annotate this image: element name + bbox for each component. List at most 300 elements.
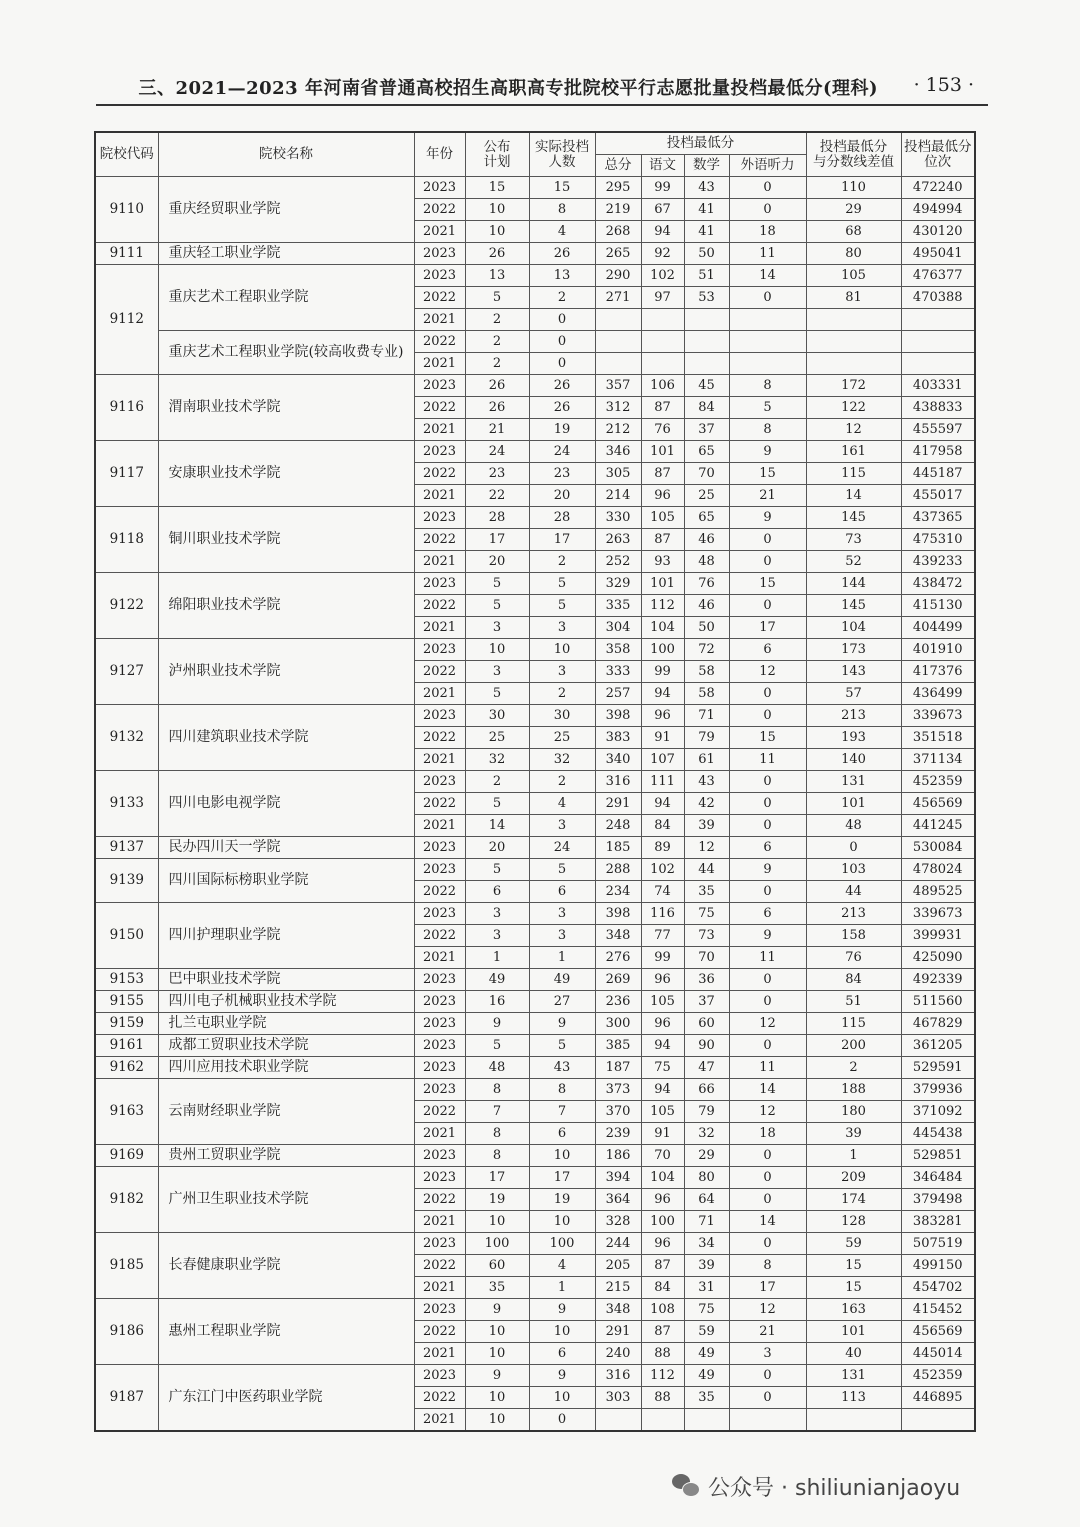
- cell-diff: 213: [806, 903, 901, 925]
- cell-chinese: 100: [641, 1211, 684, 1233]
- school-name: 民办四川天一学院: [158, 837, 414, 859]
- cell-plan: 6: [465, 881, 529, 903]
- cell-total: 269: [595, 969, 641, 991]
- school-name: 铜川职业技术学院: [158, 507, 414, 573]
- school-code: 9150: [95, 903, 158, 969]
- cell-rank: 530084: [901, 837, 975, 859]
- cell-listening: 0: [729, 683, 806, 705]
- cell-rank: 371092: [901, 1101, 975, 1123]
- school-name: 渭南职业技术学院: [158, 375, 414, 441]
- cell-chinese: 94: [641, 683, 684, 705]
- cell-year: 2023: [414, 177, 465, 199]
- school-code: 9117: [95, 441, 158, 507]
- cell-total: [595, 1409, 641, 1432]
- cell-math: 64: [684, 1189, 729, 1211]
- cell-rank: [901, 309, 975, 331]
- cell-year: 2022: [414, 529, 465, 551]
- cell-listening: 5: [729, 397, 806, 419]
- cell-plan: 5: [465, 573, 529, 595]
- cell-actual: 7: [529, 1101, 595, 1123]
- cell-math: 71: [684, 1211, 729, 1233]
- cell-chinese: 91: [641, 1123, 684, 1145]
- cell-plan: 100: [465, 1233, 529, 1255]
- cell-plan: 14: [465, 815, 529, 837]
- cell-year: 2022: [414, 287, 465, 309]
- cell-listening: 15: [729, 573, 806, 595]
- cell-diff: 68: [806, 221, 901, 243]
- cell-diff: 14: [806, 485, 901, 507]
- cell-math: 37: [684, 419, 729, 441]
- cell-diff: 122: [806, 397, 901, 419]
- cell-listening: 0: [729, 1035, 806, 1057]
- cell-listening: 0: [729, 595, 806, 617]
- cell-rank: 438833: [901, 397, 975, 419]
- cell-math: 66: [684, 1079, 729, 1101]
- cell-diff: 51: [806, 991, 901, 1013]
- school-code: 9161: [95, 1035, 158, 1057]
- table-row: [95, 1167, 975, 1189]
- cell-diff: 188: [806, 1079, 901, 1101]
- cell-plan: 60: [465, 1255, 529, 1277]
- cell-chinese: 96: [641, 485, 684, 507]
- cell-listening: 0: [729, 881, 806, 903]
- cell-rank: 452359: [901, 771, 975, 793]
- cell-math: 71: [684, 705, 729, 727]
- cell-listening: 0: [729, 551, 806, 573]
- cell-chinese: 84: [641, 815, 684, 837]
- header-plan: 公布 计划: [465, 132, 529, 177]
- cell-year: 2021: [414, 1123, 465, 1145]
- cell-diff: 1: [806, 1145, 901, 1167]
- cell-total: 236: [595, 991, 641, 1013]
- cell-actual: 9: [529, 1365, 595, 1387]
- cell-total: 185: [595, 837, 641, 859]
- school-code: 9111: [95, 243, 158, 265]
- cell-listening: 0: [729, 793, 806, 815]
- cell-rank: 475310: [901, 529, 975, 551]
- cell-rank: 445187: [901, 463, 975, 485]
- cell-chinese: 101: [641, 573, 684, 595]
- cell-actual: 26: [529, 243, 595, 265]
- cell-plan: 9: [465, 1299, 529, 1321]
- cell-listening: 8: [729, 419, 806, 441]
- cell-plan: 26: [465, 375, 529, 397]
- school-name: 重庆经贸职业学院: [158, 177, 414, 243]
- table-row: [95, 441, 975, 463]
- cell-plan: 5: [465, 595, 529, 617]
- cell-plan: 10: [465, 1321, 529, 1343]
- cell-rank: 445014: [901, 1343, 975, 1365]
- cell-listening: 9: [729, 441, 806, 463]
- cell-rank: 445438: [901, 1123, 975, 1145]
- cell-year: 2023: [414, 1079, 465, 1101]
- cell-listening: [729, 1409, 806, 1432]
- table-header: [95, 132, 975, 177]
- cell-total: 330: [595, 507, 641, 529]
- cell-total: 291: [595, 1321, 641, 1343]
- cell-diff: 174: [806, 1189, 901, 1211]
- cell-actual: 2: [529, 551, 595, 573]
- cell-year: 2021: [414, 221, 465, 243]
- cell-listening: 0: [729, 1189, 806, 1211]
- cell-plan: 10: [465, 1343, 529, 1365]
- cell-year: 2023: [414, 243, 465, 265]
- cell-listening: 11: [729, 947, 806, 969]
- cell-diff: 2: [806, 1057, 901, 1079]
- cell-year: 2023: [414, 1167, 465, 1189]
- cell-rank: 489525: [901, 881, 975, 903]
- cell-total: 398: [595, 903, 641, 925]
- cell-chinese: 94: [641, 221, 684, 243]
- cell-total: 265: [595, 243, 641, 265]
- cell-total: 316: [595, 1365, 641, 1387]
- cell-plan: 24: [465, 441, 529, 463]
- cell-year: 2021: [414, 551, 465, 573]
- cell-year: 2021: [414, 1343, 465, 1365]
- school-code: 9187: [95, 1365, 158, 1432]
- cell-diff: 57: [806, 683, 901, 705]
- cell-year: 2023: [414, 859, 465, 881]
- table-row: [95, 639, 975, 661]
- cell-year: 2021: [414, 1211, 465, 1233]
- header-year: 年份: [414, 132, 465, 177]
- cell-plan: 15: [465, 177, 529, 199]
- cell-listening: 0: [729, 705, 806, 727]
- cell-math: 35: [684, 881, 729, 903]
- cell-math: 79: [684, 727, 729, 749]
- cell-chinese: 102: [641, 859, 684, 881]
- cell-diff: 140: [806, 749, 901, 771]
- cell-chinese: 104: [641, 1167, 684, 1189]
- cell-actual: 2: [529, 683, 595, 705]
- cell-diff: 104: [806, 617, 901, 639]
- cell-chinese: 97: [641, 287, 684, 309]
- cell-diff: 80: [806, 243, 901, 265]
- cell-rank: 339673: [901, 903, 975, 925]
- cell-listening: 0: [729, 1145, 806, 1167]
- cell-year: 2022: [414, 661, 465, 683]
- footer-text: 公众号 · shiliunianjaoyu: [708, 1475, 961, 1501]
- cell-chinese: 94: [641, 1079, 684, 1101]
- cell-year: 2023: [414, 1233, 465, 1255]
- cell-math: [684, 1409, 729, 1432]
- cell-math: 75: [684, 1299, 729, 1321]
- cell-rank: 436499: [901, 683, 975, 705]
- cell-listening: 11: [729, 1057, 806, 1079]
- cell-listening: 18: [729, 221, 806, 243]
- cell-math: 75: [684, 903, 729, 925]
- cell-diff: 12: [806, 419, 901, 441]
- cell-plan: 5: [465, 1035, 529, 1057]
- cell-math: 29: [684, 1145, 729, 1167]
- cell-total: 215: [595, 1277, 641, 1299]
- cell-actual: 3: [529, 815, 595, 837]
- table-row: [95, 705, 975, 727]
- cell-math: 79: [684, 1101, 729, 1123]
- cell-listening: 0: [729, 1233, 806, 1255]
- cell-chinese: 96: [641, 1189, 684, 1211]
- cell-plan: 19: [465, 1189, 529, 1211]
- school-code: 9122: [95, 573, 158, 639]
- cell-math: 43: [684, 177, 729, 199]
- table-row: [95, 1079, 975, 1101]
- cell-year: 2023: [414, 573, 465, 595]
- cell-chinese: 104: [641, 617, 684, 639]
- cell-plan: 17: [465, 1167, 529, 1189]
- cell-listening: 0: [729, 1387, 806, 1409]
- cell-total: 268: [595, 221, 641, 243]
- cell-diff: 163: [806, 1299, 901, 1321]
- cell-year: 2021: [414, 683, 465, 705]
- cell-diff: 115: [806, 1013, 901, 1035]
- cell-chinese: 102: [641, 265, 684, 287]
- cell-plan: 49: [465, 969, 529, 991]
- cell-listening: 0: [729, 969, 806, 991]
- cell-math: 65: [684, 507, 729, 529]
- cell-plan: 2: [465, 309, 529, 331]
- cell-actual: 25: [529, 727, 595, 749]
- cell-listening: 15: [729, 727, 806, 749]
- school-name: 重庆轻工职业学院: [158, 243, 414, 265]
- cell-diff: 15: [806, 1255, 901, 1277]
- cell-chinese: 91: [641, 727, 684, 749]
- cell-listening: 18: [729, 1123, 806, 1145]
- cell-total: 328: [595, 1211, 641, 1233]
- cell-actual: 23: [529, 463, 595, 485]
- school-code: 9186: [95, 1299, 158, 1365]
- cell-diff: 180: [806, 1101, 901, 1123]
- cell-rank: 467829: [901, 1013, 975, 1035]
- cell-total: 187: [595, 1057, 641, 1079]
- cell-math: 12: [684, 837, 729, 859]
- table-row: [95, 573, 975, 595]
- cell-math: 53: [684, 287, 729, 309]
- cell-plan: 32: [465, 749, 529, 771]
- cell-actual: 49: [529, 969, 595, 991]
- school-name: 贵州工贸职业学院: [158, 1145, 414, 1167]
- cell-listening: 8: [729, 375, 806, 397]
- school-name: 四川电影电视学院: [158, 771, 414, 837]
- cell-math: 35: [684, 1387, 729, 1409]
- cell-diff: [806, 353, 901, 375]
- cell-plan: 17: [465, 529, 529, 551]
- cell-total: 346: [595, 441, 641, 463]
- cell-rank: 511560: [901, 991, 975, 1013]
- cell-total: 383: [595, 727, 641, 749]
- cell-diff: 161: [806, 441, 901, 463]
- cell-year: 2022: [414, 199, 465, 221]
- cell-year: 2023: [414, 265, 465, 287]
- cell-total: 244: [595, 1233, 641, 1255]
- cell-rank: 339673: [901, 705, 975, 727]
- cell-math: 37: [684, 991, 729, 1013]
- cell-chinese: 92: [641, 243, 684, 265]
- cell-diff: 158: [806, 925, 901, 947]
- cell-year: 2021: [414, 617, 465, 639]
- header-diff: 投档最低分 与分数线差值: [806, 132, 901, 177]
- cell-chinese: 93: [641, 551, 684, 573]
- cell-plan: 30: [465, 705, 529, 727]
- cell-plan: 2: [465, 353, 529, 375]
- table-row: [95, 837, 975, 859]
- cell-diff: 145: [806, 507, 901, 529]
- school-name: 成都工贸职业技术学院: [158, 1035, 414, 1057]
- cell-actual: 3: [529, 925, 595, 947]
- cell-actual: 27: [529, 991, 595, 1013]
- cell-plan: 48: [465, 1057, 529, 1079]
- cell-actual: 17: [529, 529, 595, 551]
- cell-chinese: 94: [641, 1035, 684, 1057]
- school-code: 9163: [95, 1079, 158, 1145]
- cell-diff: 113: [806, 1387, 901, 1409]
- cell-actual: 43: [529, 1057, 595, 1079]
- cell-listening: 12: [729, 1013, 806, 1035]
- cell-rank: 415452: [901, 1299, 975, 1321]
- cell-year: 2022: [414, 925, 465, 947]
- school-name: 四川电子机械职业技术学院: [158, 991, 414, 1013]
- cell-rank: 494994: [901, 199, 975, 221]
- cell-listening: 14: [729, 1079, 806, 1101]
- cell-rank: 455597: [901, 419, 975, 441]
- cell-chinese: 76: [641, 419, 684, 441]
- cell-chinese: 87: [641, 1321, 684, 1343]
- cell-total: 240: [595, 1343, 641, 1365]
- cell-rank: 456569: [901, 793, 975, 815]
- cell-listening: 11: [729, 243, 806, 265]
- cell-total: 239: [595, 1123, 641, 1145]
- cell-plan: 3: [465, 617, 529, 639]
- cell-plan: 13: [465, 265, 529, 287]
- cell-chinese: 74: [641, 881, 684, 903]
- cell-actual: 26: [529, 397, 595, 419]
- cell-year: 2023: [414, 771, 465, 793]
- cell-listening: 6: [729, 903, 806, 925]
- cell-math: 73: [684, 925, 729, 947]
- footer-watermark: [672, 1466, 1052, 1506]
- cell-plan: 8: [465, 1145, 529, 1167]
- cell-math: 58: [684, 683, 729, 705]
- cell-chinese: 96: [641, 1233, 684, 1255]
- cell-rank: 438472: [901, 573, 975, 595]
- school-name: 惠州工程职业学院: [158, 1299, 414, 1365]
- cell-actual: 2: [529, 771, 595, 793]
- cell-rank: 351518: [901, 727, 975, 749]
- cell-rank: 439233: [901, 551, 975, 573]
- school-code: 9185: [95, 1233, 158, 1299]
- cell-diff: 110: [806, 177, 901, 199]
- cell-rank: 495041: [901, 243, 975, 265]
- score-table-wrapper: [94, 131, 974, 1432]
- cell-total: 248: [595, 815, 641, 837]
- cell-rank: 401910: [901, 639, 975, 661]
- cell-actual: 10: [529, 639, 595, 661]
- cell-diff: 173: [806, 639, 901, 661]
- cell-chinese: 87: [641, 1255, 684, 1277]
- school-code: 9169: [95, 1145, 158, 1167]
- cell-diff: 128: [806, 1211, 901, 1233]
- cell-math: 76: [684, 573, 729, 595]
- table-row: [95, 859, 975, 881]
- cell-total: 205: [595, 1255, 641, 1277]
- cell-plan: 20: [465, 551, 529, 573]
- school-name: 四川国际标榜职业学院: [158, 859, 414, 903]
- school-name: 四川应用技术职业学院: [158, 1057, 414, 1079]
- cell-rank: 361205: [901, 1035, 975, 1057]
- cell-total: [595, 331, 641, 353]
- cell-year: 2022: [414, 793, 465, 815]
- cell-total: 312: [595, 397, 641, 419]
- cell-plan: 8: [465, 1123, 529, 1145]
- cell-listening: 17: [729, 1277, 806, 1299]
- cell-actual: 0: [529, 353, 595, 375]
- cell-actual: 10: [529, 1387, 595, 1409]
- cell-math: 58: [684, 661, 729, 683]
- table-row: [95, 903, 975, 925]
- cell-year: 2023: [414, 507, 465, 529]
- cell-plan: 10: [465, 639, 529, 661]
- cell-actual: 32: [529, 749, 595, 771]
- cell-listening: [729, 353, 806, 375]
- cell-chinese: 87: [641, 463, 684, 485]
- cell-math: 46: [684, 529, 729, 551]
- cell-actual: 5: [529, 1035, 595, 1057]
- cell-plan: 21: [465, 419, 529, 441]
- cell-actual: 13: [529, 265, 595, 287]
- cell-math: 70: [684, 463, 729, 485]
- cell-rank: 425090: [901, 947, 975, 969]
- cell-rank: 430120: [901, 221, 975, 243]
- cell-actual: 26: [529, 375, 595, 397]
- cell-diff: 0: [806, 837, 901, 859]
- cell-diff: 101: [806, 793, 901, 815]
- cell-math: 36: [684, 969, 729, 991]
- cell-chinese: 75: [641, 1057, 684, 1079]
- cell-chinese: 99: [641, 661, 684, 683]
- table-row: [95, 1233, 975, 1255]
- cell-actual: 9: [529, 1299, 595, 1321]
- cell-total: 214: [595, 485, 641, 507]
- cell-rank: 403331: [901, 375, 975, 397]
- cell-actual: 5: [529, 859, 595, 881]
- table-row: [95, 331, 975, 353]
- cell-diff: 44: [806, 881, 901, 903]
- table-row: [95, 1057, 975, 1079]
- school-name: 绵阳职业技术学院: [158, 573, 414, 639]
- header-math: 数学: [684, 155, 729, 177]
- cell-actual: 19: [529, 1189, 595, 1211]
- cell-diff: 172: [806, 375, 901, 397]
- header-min-score-group: 投档最低分: [595, 132, 806, 155]
- cell-math: 31: [684, 1277, 729, 1299]
- cell-total: 357: [595, 375, 641, 397]
- table-row: [95, 265, 975, 287]
- cell-year: 2023: [414, 1035, 465, 1057]
- cell-actual: 0: [529, 309, 595, 331]
- cell-plan: 3: [465, 925, 529, 947]
- cell-year: 2021: [414, 309, 465, 331]
- cell-plan: 5: [465, 859, 529, 881]
- cell-year: 2023: [414, 903, 465, 925]
- cell-listening: 17: [729, 617, 806, 639]
- cell-math: 32: [684, 1123, 729, 1145]
- cell-chinese: 112: [641, 1365, 684, 1387]
- cell-actual: 2: [529, 287, 595, 309]
- cell-year: 2023: [414, 991, 465, 1013]
- cell-listening: 0: [729, 199, 806, 221]
- cell-chinese: 96: [641, 1013, 684, 1035]
- header-listening: 外语听力: [729, 155, 806, 177]
- cell-actual: 20: [529, 485, 595, 507]
